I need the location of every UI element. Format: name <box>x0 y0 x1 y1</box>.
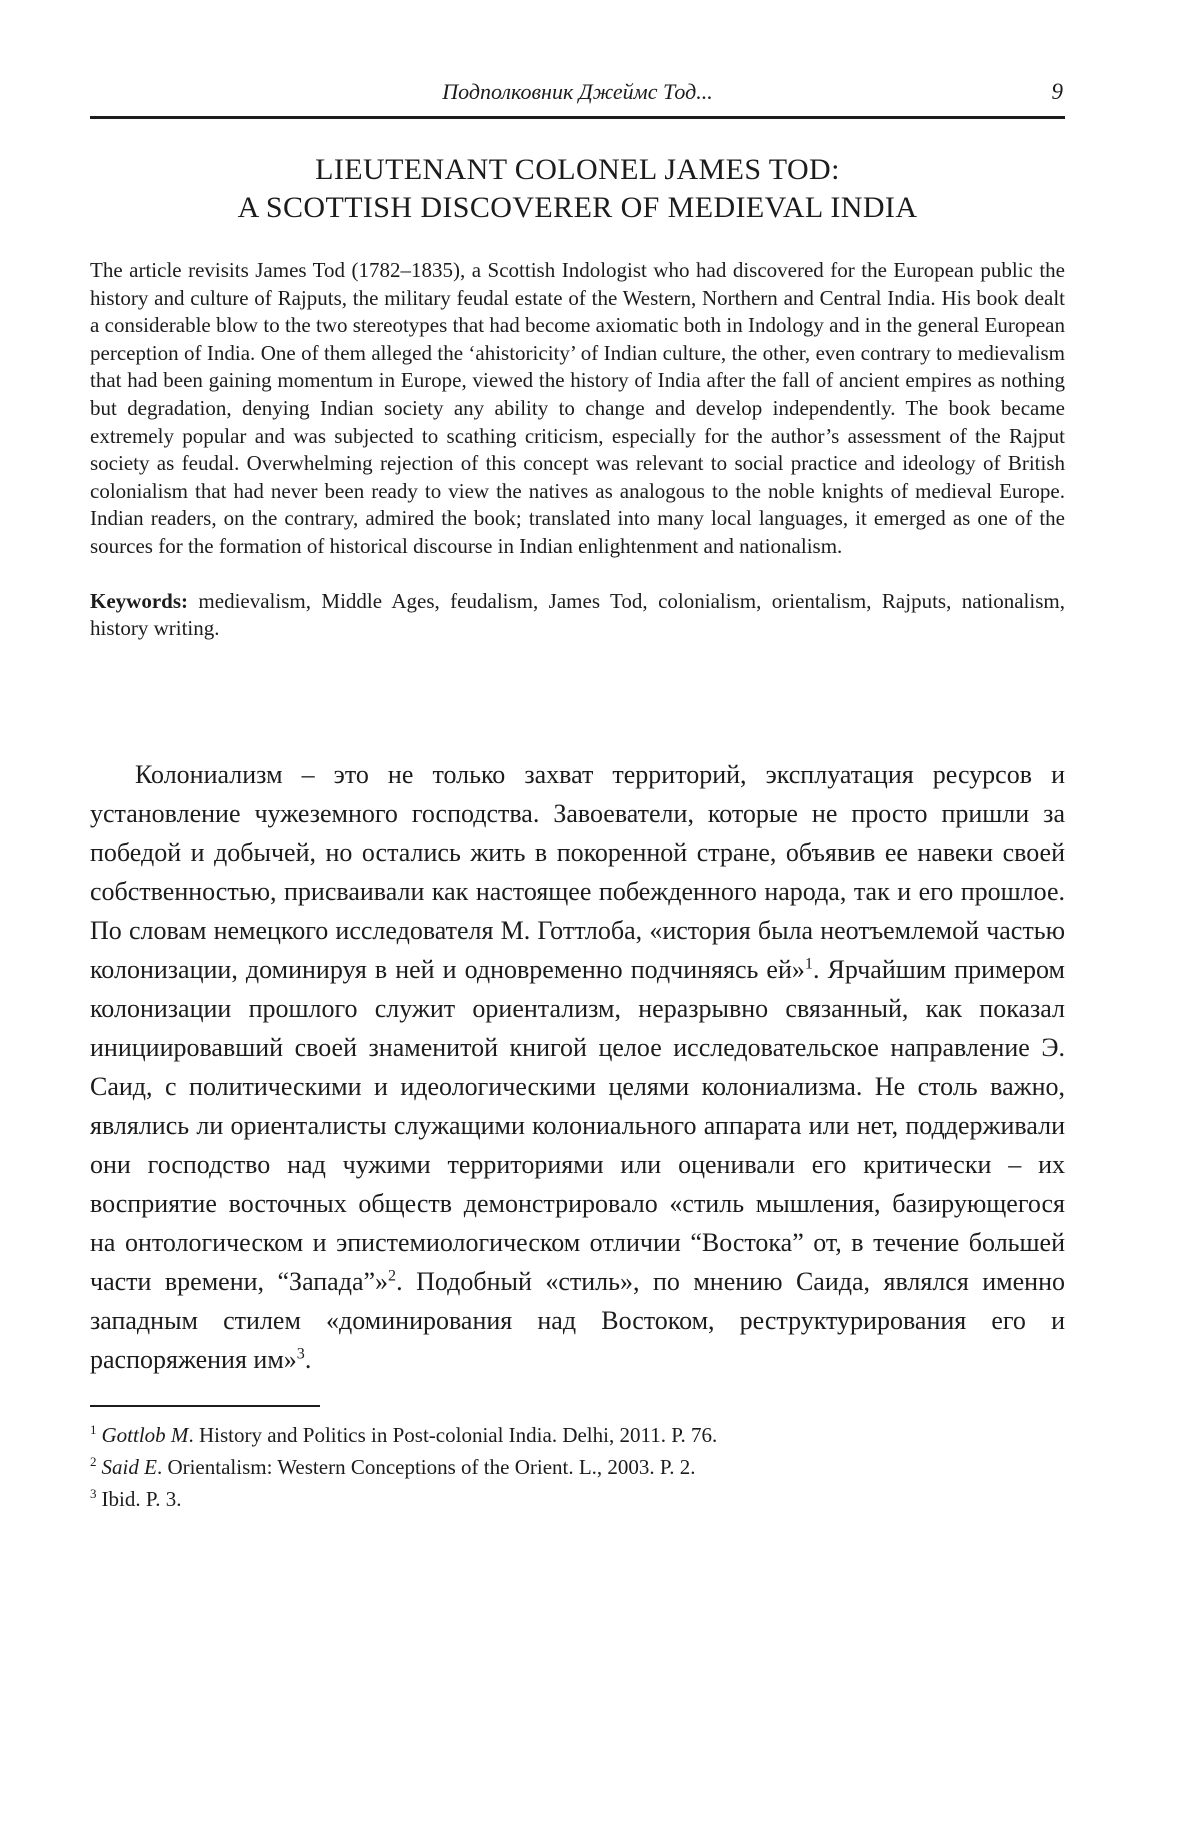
footnote-3 <box>90 1483 1065 1515</box>
keywords-label: Keywords: <box>90 588 188 613</box>
footnote-ref-2: 2 <box>388 1267 397 1285</box>
article-title-line1: LIEUTENANT COLONEL JAMES TOD: <box>315 153 840 186</box>
footnote-2 <box>90 1451 1065 1483</box>
article-title-line2: A SCOTTISH DISCOVERER OF MEDIEVAL INDIA <box>237 191 918 224</box>
footnote-separator-rule <box>90 1405 320 1407</box>
footnote-ref-3: 3 <box>296 1345 305 1363</box>
footnote-2-marker: 2 <box>90 1453 97 1469</box>
body-paragraph <box>90 755 1065 1379</box>
footnotes-block <box>90 1419 1065 1515</box>
footnote-1-text: . History and Politics in Post-colonial India. Delhi, 2011. P. 76. <box>188 1422 718 1447</box>
running-head-title: Подполковник Джеймс Тод... <box>442 79 713 104</box>
page-number: 9 <box>1051 79 1063 104</box>
footnote-1-marker: 1 <box>90 1421 97 1437</box>
page-header <box>90 78 1065 108</box>
footnote-1-author: Gottlob M <box>101 1422 189 1447</box>
footnote-2-author: Said E <box>101 1454 157 1479</box>
keywords-text: medievalism, Middle Ages, feudalism, James Tod, colonialism, orientalism, Rajputs, nationalism, history writing. <box>90 588 1065 641</box>
footnote-ref-1: 1 <box>804 955 813 973</box>
body-segment-2: . Ярчайшим примером колонизации прошлого служит ориентализм, неразрывно связанный, как показал инициировавший своей знаменитой книгой целое исследовательское направление Э. Саид, с политическими и идеологическими целями колониализма. Не столь важно, являлись ли ориенталисты служащими колониального аппарата или нет, поддерживали они господство над чужими территориями или оценивали его критически – их восприятие восточных обществ демонстрировало «стиль мышления, базирующегося на онтологическом и эпистемиологическом отличии “Востока” от, в течение большей части времени, “Запада”» <box>90 954 1065 1296</box>
body-segment-4: . <box>304 1344 312 1374</box>
footnote-3-marker: 3 <box>90 1485 97 1501</box>
footnote-3-text: Ibid. P. 3. <box>101 1486 182 1511</box>
body-segment-3: . Подобный «стиль», по мнению Саида, являлся именно западным стилем «доминирования над Востоком, реструктурирования его и распоряжения им» <box>90 1266 1065 1374</box>
body-segment-1: Колониализм – это не только захват территорий, эксплуатация ресурсов и установление чужеземного господства. Завоеватели, которые не просто пришли за победой и добычей, но остались жить в покоренной стране, объявив ее навеки своей собственностью, присваивали как настоящее побежденного народа, так и его прошлое. По словам немецкого исследователя М. Готтлоба, «история была неотъемлемой частью колонизации, доминируя в ней и одновременно подчиняясь ей» <box>90 759 1065 984</box>
header-rule <box>90 116 1065 119</box>
footnote-1 <box>90 1419 1065 1451</box>
article-title <box>90 151 1065 227</box>
abstract-text: The article revisits James Tod (1782–1835), a Scottish Indologist who had discovered for the European public the history and culture of Rajputs, the military feudal estate of the Western, Northern and Central India. His book dealt a considerable blow to the two stereotypes that had become axiomatic both in Indology and in the general European perception of India. One of them alleged the ‘ahistoricity’ of Indian culture, the other, even contrary to medievalism that had been gaining momentum in Europe, viewed the history of India after the fall of ancient empires as nothing but degradation, denying Indian society any ability to change and develop independently. The book became extremely popular and was subjected to scathing criticism, especially for the author’s assessment of the Rajput society as feudal. Overwhelming rejection of this concept was relevant to social practice and ideology of British colonialism that had never been ready to view the natives as analogous to the noble knights of medieval Europe. Indian readers, on the contrary, admired the book; translated into many local languages, it emerged as one of the sources for the formation of historical discourse in Indian enlightenment and nationalism. <box>90 258 1065 558</box>
footnote-2-text: . Orientalism: Western Conceptions of the Orient. L., 2003. P. 2. <box>156 1454 696 1479</box>
keywords-block <box>90 588 1065 643</box>
